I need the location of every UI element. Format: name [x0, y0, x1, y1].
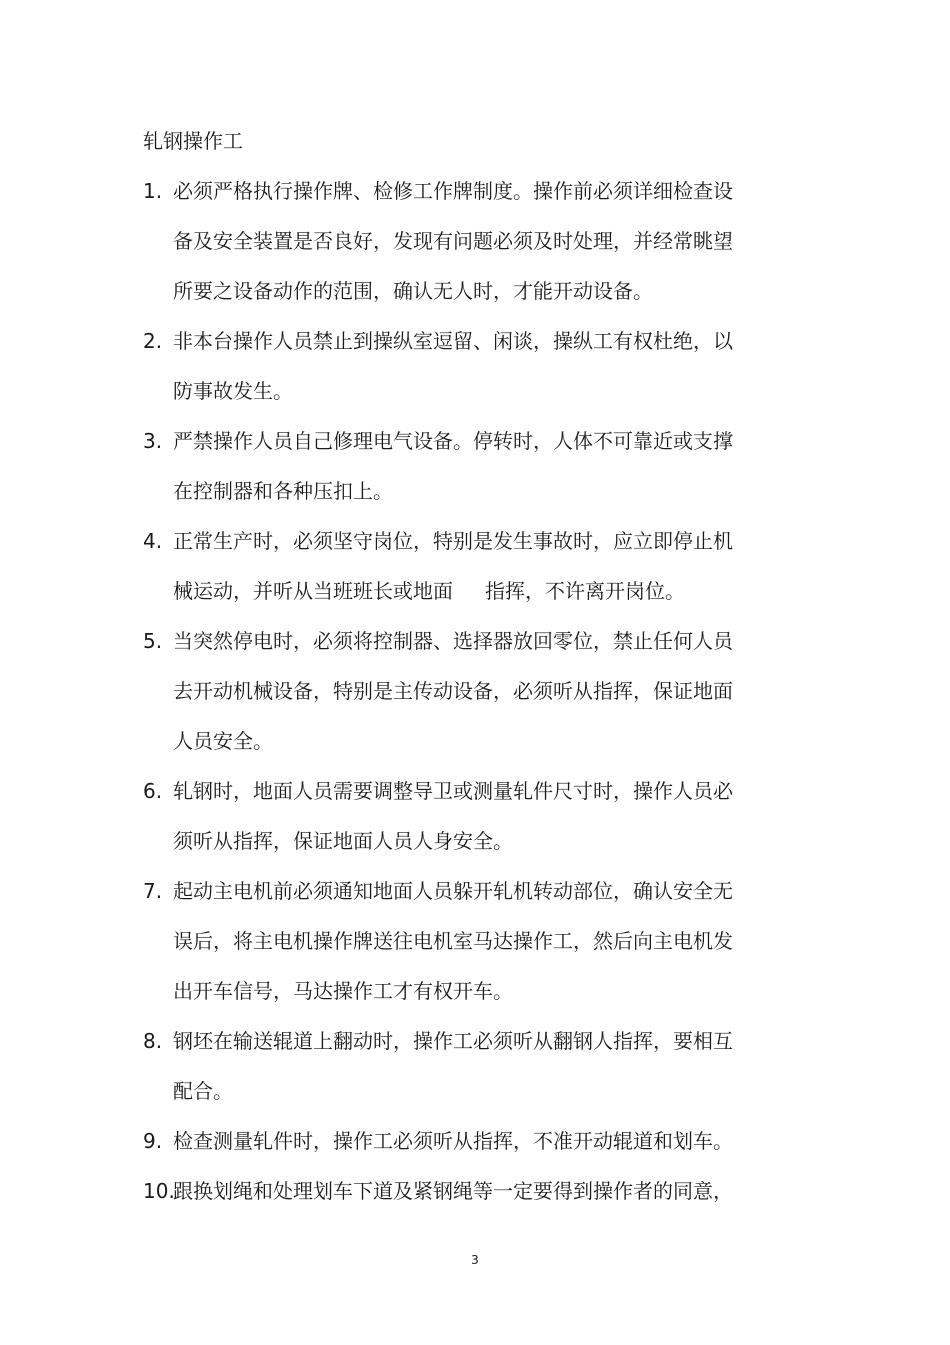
item-number: 3.: [143, 429, 163, 453]
item-text-line: 非本台操作人员禁止到操纵室逗留、闲谈，操纵工有权杜绝，以: [173, 329, 733, 353]
list-item: [143, 326, 773, 426]
item-text-line: 配合。: [173, 1079, 233, 1103]
item-number: 7.: [143, 879, 163, 903]
list-item: [143, 776, 773, 876]
item-text-line: 钢坯在输送辊道上翻动时，操作工必须听从翻钢人指挥，要相互: [173, 1029, 733, 1053]
item-text-line: 跟换划绳和处理划车下道及紧钢绳等一定要得到操作者的同意，: [173, 1179, 733, 1203]
item-text-line: 轧钢时，地面人员需要调整导卫或测量轧件尺寸时，操作人员必: [173, 779, 733, 803]
item-number: 4.: [143, 529, 163, 553]
item-text-line: 当突然停电时，必须将控制器、选择器放回零位，禁止任何人员: [173, 629, 733, 653]
list-item: [143, 1026, 773, 1126]
item-number: 9.: [143, 1129, 163, 1153]
item-number: 10.: [143, 1179, 175, 1203]
item-text-line: 在控制器和各种压扣上。: [173, 479, 393, 503]
item-number: 1.: [143, 179, 163, 203]
item-number: 5.: [143, 629, 163, 653]
list-item: [143, 526, 773, 626]
list-item: [143, 626, 773, 776]
item-text-line: 出开车信号，马达操作工才有权开车。: [173, 979, 513, 1003]
list-item: [143, 1176, 773, 1226]
item-text-segment: 械运动，并听从当班班长或地面: [173, 579, 453, 603]
item-number: 2.: [143, 329, 163, 353]
item-text-line: 正常生产时，必须坚守岗位，特别是发生事故时，应立即停止机: [173, 529, 733, 553]
item-number: 6.: [143, 779, 163, 803]
item-text-line: 须听从指挥，保证地面人员人身安全。: [173, 829, 513, 853]
item-text-line: 检查测量轧件时，操作工必须听从指挥，不准开动辊道和划车。: [173, 1129, 733, 1153]
item-text-line: 去开动机械设备，特别是主传动设备，必须听从指挥，保证地面: [173, 679, 733, 703]
document-title: 轧钢操作工: [143, 129, 243, 153]
item-text-line: 严禁操作人员自己修理电气设备。停转时，人体不可靠近或支撑: [173, 429, 733, 453]
item-text-segment: 指挥，不许离开岗位。: [485, 579, 685, 603]
item-text-line: 防事故发生。: [173, 379, 293, 403]
item-text-line: 人员安全。: [173, 729, 273, 753]
item-text-line: 所要之设备动作的范围，确认无人时，才能开动设备。: [173, 279, 653, 303]
item-text-line: 备及安全装置是否良好，发现有问题必须及时处理，并经常眺望: [173, 229, 733, 253]
item-text-line: 误后，将主电机操作牌送往电机室马达操作工，然后向主电机发: [173, 929, 733, 953]
list-item: [143, 876, 773, 1026]
item-number: 8.: [143, 1029, 163, 1053]
list-item: [143, 176, 773, 326]
item-text-line: 起动主电机前必须通知地面人员躲开轧机转动部位，确认安全无: [173, 879, 733, 903]
item-text-line: 必须严格执行操作牌、检修工作牌制度。操作前必须详细检查设: [173, 179, 733, 203]
item-text-line: [143, 576, 773, 626]
list-item: [143, 1126, 773, 1176]
page-number: 3: [471, 1253, 479, 1267]
list-item: [143, 426, 773, 526]
